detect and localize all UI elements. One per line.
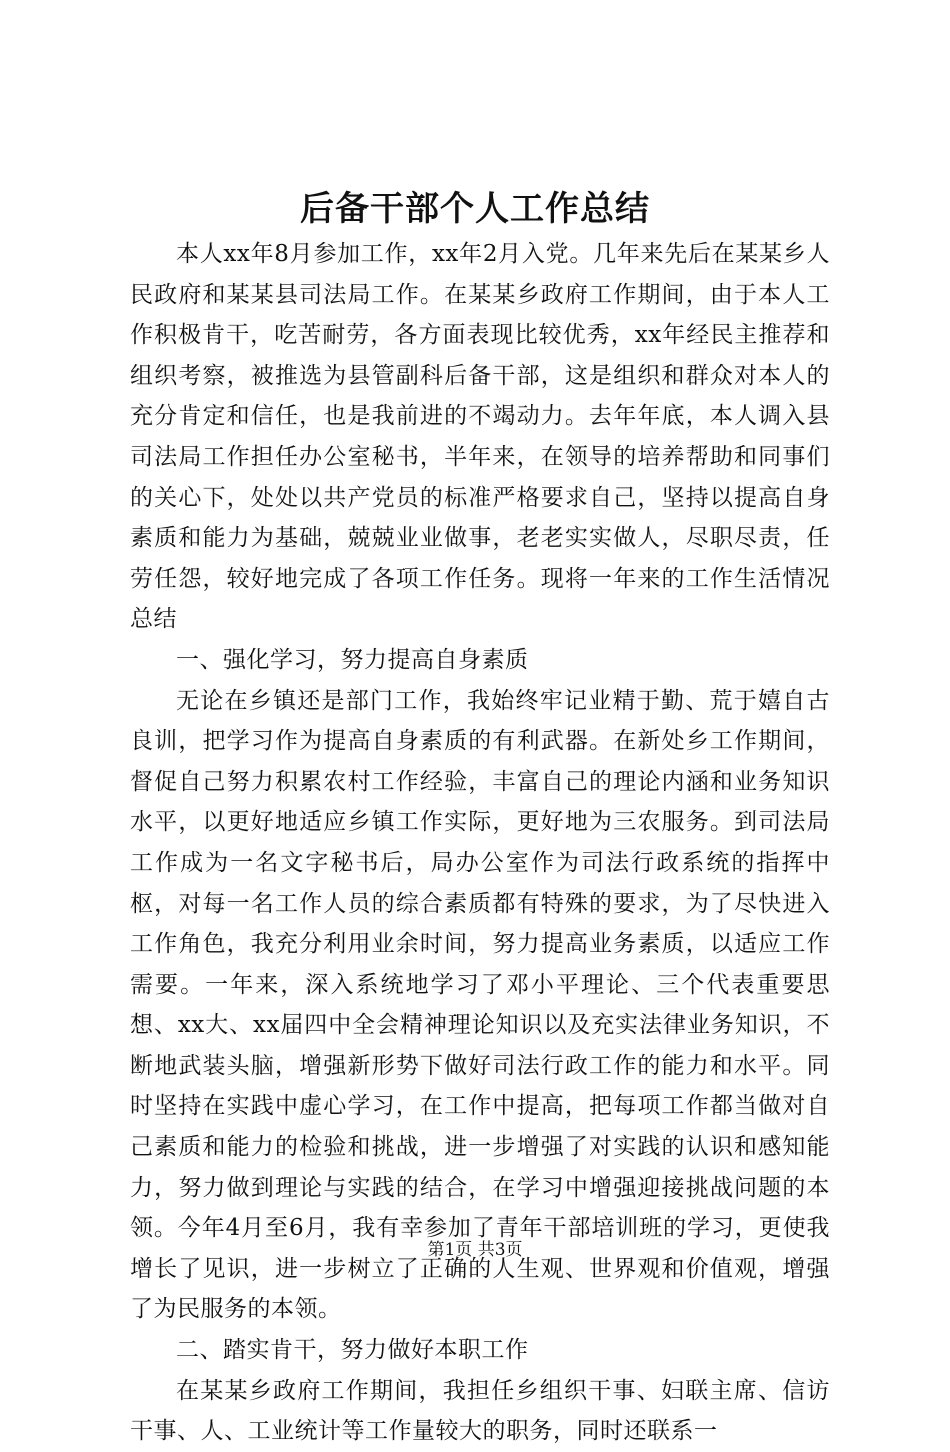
document-title: 后备干部个人工作总结 xyxy=(300,189,650,229)
document-body xyxy=(130,234,830,1452)
section-heading-2: 二、踏实肯干，努力做好本职工作 xyxy=(176,1337,529,1364)
paragraph-work: 在某某乡政府工作期间，我担任乡组织干事、妇联主席、信访干事、人、工业统计等工作量较大的职务，同时还联系一 xyxy=(130,1377,830,1445)
page-footer: 第1页 共3页 xyxy=(427,1240,523,1260)
paragraph-intro: 本人xx年8月参加工作，xx年2月入党。几年来先后在某某乡人民政府和某某县司法局工作。在某某乡政府工作期间，由于本人工作积极肯干，吃苦耐劳，各方面表现比较优秀，xx年经民主推荐和组织考察，被推选为县管副科后备干部，这是组织和群众对本人的充分肯定和信任，也是我前进的不竭动力。去年年底，本人调入县司法局工作担任办公室秘书，半年来，在领导的培养帮助和同事们的关心下，处处以共产党员的标准严格要求自己，坚持以提高自身素质和能力为基础，兢兢业业做事，老老实实做人，尽职尽责，任劳任怨，较好地完成了各项工作任务。现将一年来的工作生活情况总结 xyxy=(130,241,830,633)
paragraph-study: 无论在乡镇还是部门工作，我始终牢记业精于勤、荒于嬉自古良训，把学习作为提高自身素质的有利武器。在新处乡工作期间，督促自己努力积累农村工作经验，丰富自己的理论内涵和业务知识水平，以更好地适应乡镇工作实际，更好地为三农服务。到司法局工作成为一名文字秘书后，局办公室作为司法行政系统的指挥中枢，对每一名工作人员的综合素质都有特殊的要求，为了尽快进入工作角色，我充分利用业余时间，努力提高业务素质，以适应工作需要。一年来，深入系统地学习了邓小平理论、三个代表重要思想、xx大、xx届四中全会精神理论知识以及充实法律业务知识，不断地武装头脑，增强新形势下做好司法行政工作的能力和水平。同时坚持在实践中虚心学习，在工作中提高，把每项工作都当做对自己素质和能力的检验和挑战，进一步增强了对实践的认识和感知能力，努力做到理论与实践的结合，在学习中增强迎接挑战问题的本领。今年4月至6月，我有幸参加了青年干部培训班的学习，更使我增长了见识，进一步树立了正确的人生观、世界观和价值观，增强了为民服务的本领。 xyxy=(130,687,830,1323)
section-heading-1: 一、强化学习，努力提高自身素质 xyxy=(176,646,529,673)
